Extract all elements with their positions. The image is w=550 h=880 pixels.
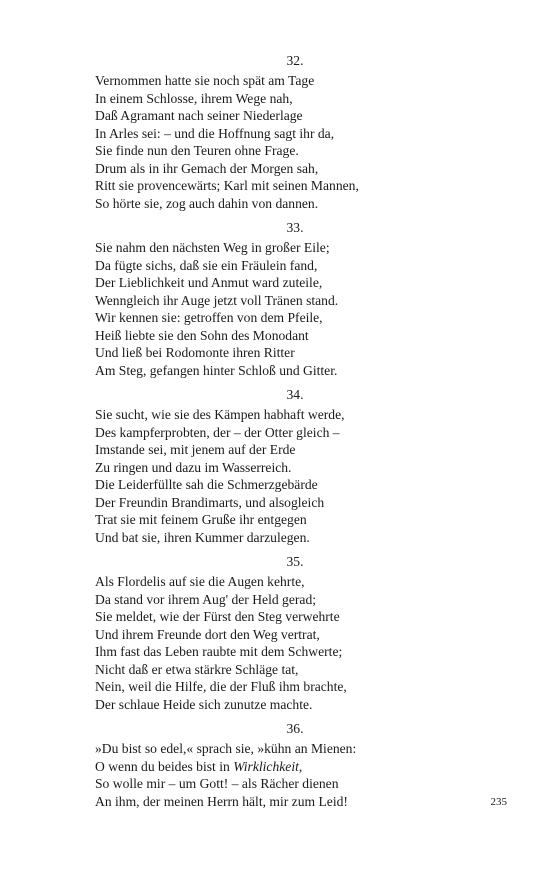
stanza-number: 36. (286, 721, 304, 736)
verse-line: Als Flordelis auf sie die Augen kehrte, (95, 574, 305, 589)
verse-line: So wolle mir – um Gott! – als Rächer dienen (95, 776, 339, 791)
stanza-33 (95, 219, 495, 379)
verse-line: Die Leiderfüllte sah die Schmerzgebärde (95, 477, 318, 492)
verse-line: Der schlaue Heide sich zunutze machte. (95, 696, 313, 712)
stanza-32 (95, 52, 495, 212)
stanza-36 (95, 720, 495, 810)
verse-line: Da fügte sichs, daß sie ein Fräulein fand, (95, 257, 318, 273)
verse-line: Daß Agramant nach seiner Niederlage (95, 108, 303, 123)
stanza-number: 35. (286, 554, 304, 569)
stanza-35 (95, 553, 495, 713)
verse-line-text: O wenn du beides bist in (95, 758, 234, 774)
verse-line: In Arles sei: – und die Hoffnung sagt ihr da, (95, 125, 335, 141)
stanza-34 (95, 386, 495, 546)
stanza-number: 33. (286, 220, 304, 235)
verse-line: Ihm fast das Leben raubte mit dem Schwerte; (95, 644, 343, 659)
verse-line: Drum als in ihr Gemach der Morgen sah, (95, 160, 319, 176)
verse-line: Sie meldet, wie der Fürst den Steg verwehrte (95, 609, 340, 624)
verse-line: Wir kennen sie: getroffen von dem Pfeile, (95, 310, 323, 325)
verse-line: Und ihrem Freunde dort den Weg vertrat, (95, 626, 320, 642)
verse-line: Nein, weil die Hilfe, die der Fluß ihm brachte, (95, 679, 347, 694)
verse-line: In einem Schlosse, ihrem Wege nah, (95, 90, 293, 106)
verse-line: Der Lieblichkeit und Anmut ward zuteile, (95, 275, 323, 290)
verse-line: Sie finde nun den Teuren ohne Frage. (95, 143, 299, 158)
verse-line: Und ließ bei Rodomonte ihren Ritter (95, 345, 295, 360)
page-number: 235 (490, 796, 507, 808)
stanza-number: 34. (286, 387, 304, 402)
verse-line: Der Freundin Brandimarts, und alsogleich (95, 494, 325, 510)
verse-line: Ritt sie provencewärts; Karl mit seinen Mannen, (95, 178, 359, 193)
verse-line: Des kampferprobten, der – der Otter gleich – (95, 424, 340, 440)
stanza-number: 32. (286, 53, 304, 68)
verse-line: Heiß liebte sie den Sohn des Monodant (95, 327, 309, 343)
verse-line: So hörte sie, zog auch dahin von dannen. (95, 195, 319, 211)
verse-line: Sie sucht, wie sie des Kämpen habhaft werde, (95, 407, 345, 422)
verse-line: Und bat sie, ihren Kummer darzulegen. (95, 529, 310, 545)
verse-line: Nicht daß er etwa stärkre Schläge tat, (95, 661, 299, 677)
verse-line: Vernommen hatte sie noch spät am Tage (95, 73, 315, 88)
verse-line: Da stand vor ihrem Aug' der Held gerad; (95, 591, 317, 607)
verse-line: Imstande sei, mit jenem auf der Erde (95, 442, 296, 457)
verse-line: An ihm, der meinen Herrn hält, mir zum Leid! (95, 793, 348, 809)
verse-line: Sie nahm den nächsten Weg in großer Eile; (95, 240, 330, 255)
verse-line: Am Steg, gefangen hinter Schloß und Gitter. (95, 362, 338, 378)
verse-line: Zu ringen und dazu im Wasserreich. (95, 459, 292, 475)
verse-line: Trat sie mit feinem Gruße ihr entgegen (95, 512, 307, 527)
verse-line-emphasis: Wirklichkeit, (233, 758, 303, 774)
verse-line (95, 758, 495, 776)
verse-line: Wenngleich ihr Auge jetzt voll Tränen stand. (95, 292, 339, 308)
verse-line: »Du bist so edel,« sprach sie, »kühn an Mienen: (95, 741, 357, 756)
